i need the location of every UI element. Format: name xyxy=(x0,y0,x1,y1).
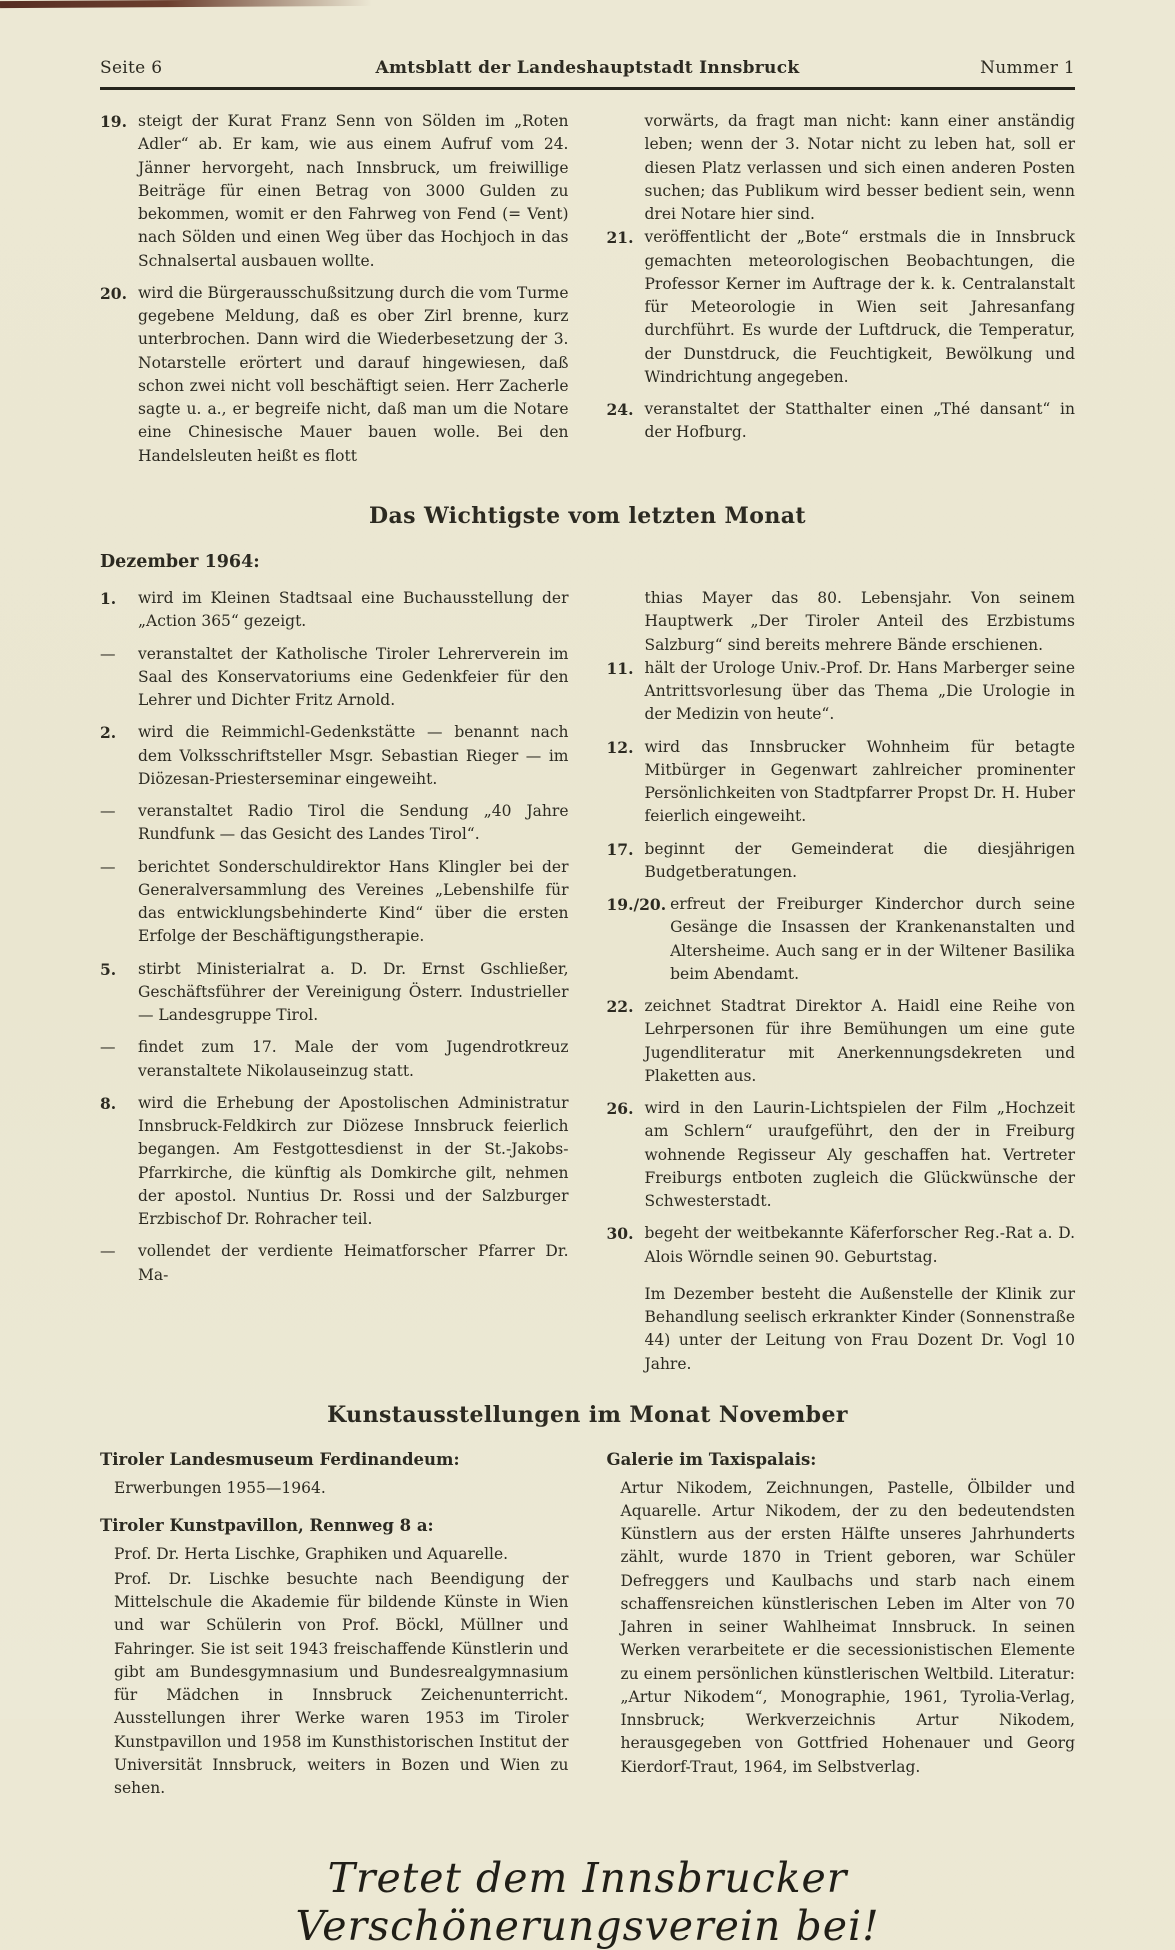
top-section xyxy=(100,110,1075,477)
item-marker: 26. xyxy=(606,1099,634,1118)
item-marker: — xyxy=(100,644,116,663)
month-subheading: Dezember 1964: xyxy=(100,551,260,572)
news-item xyxy=(607,226,1076,389)
news-item xyxy=(607,657,1076,727)
item-text: wird die Erhebung der Apostolischen Administratur Innsbruck-Feldkirch zur Diözese Innsbruck feierlich begangen. Am Festgottesdienst in der St.-Jakobs-Pfarrkirche, die künftig als Domkirche gilt, nehmen der apostol. Nuntius Dr. Rossi und der Salzburger Erzbischof Dr. Rohracher teil. xyxy=(138,1093,569,1228)
news-item xyxy=(100,721,569,791)
item-marker: 8. xyxy=(100,1093,117,1113)
exhibitions-left-column xyxy=(100,1448,569,1815)
column-continuation-text: thias Mayer das 80. Lebensjahr. Von seinem Hauptwerk „Der Tiroler Anteil des Erzbistums Salzburg“ sind bereits mehrere Bände erschienen. xyxy=(644,589,1075,654)
item-marker: 20. xyxy=(100,283,127,303)
item-text: findet zum 17. Male der vom Jugendrotkreuz veranstaltete Nikolauseinzug statt. xyxy=(138,1038,569,1080)
monthly-section-heading: Das Wichtigste vom letzten Monat xyxy=(368,502,806,529)
exhibition-block xyxy=(100,1514,569,1801)
item-text: veranstaltet Radio Tirol die Sendung „40 Jahre Rundfunk — das Gesicht des Landes Tirol“. xyxy=(138,802,569,844)
exhibition-text: Artur Nikodem, Zeichnungen, Pastelle, Ölbilder und Aquarelle. Artur Nikodem, der zu den bedeutendsten Künstlern aus der ersten Hälfte unseres Jahrhunderts zählt, wurde 1870 in Trient geboren, war Schüler Defreggers und Kaulbachs und starb nach einem schaffensreichen künstlerischen Leben im Alter von 70 Jahren in seiner Wahlheimat Innsbruck. In seinen Werken verarbeitete er die secessionistischen Elemente zu einem persönlichen künstlerischen Weltbild. Literatur: „Artur Nikodem“, Monographie, 1961, Tyrolia-Verlag, Innsbruck; Werkverzeichnis Artur Nikodem, herausgegeben von Gottfried Hohenauer und Georg Kierdorf-Traut, 1964, im Selbstverlag. xyxy=(620,1478,1075,1776)
monthly-right-column xyxy=(607,587,1076,1376)
item-text: berichtet Sonderschuldirektor Hans Klingler bei der Generalversammlung des Vereines „Lebenshilfe für das entwicklungsbehinderte Kind“ über die ersten Erfolge der Beschäftigungstherapie. xyxy=(138,857,569,946)
item-marker: 22. xyxy=(606,997,634,1016)
monthly-left-column xyxy=(100,587,569,1376)
exhibition-text: Prof. Dr. Lischke besuchte nach Beendigung der Mittelschule die Akademie für bildende Künste in Wien und war Schülerin von Prof. Böckl, Müllner und Fahringer. Sie ist seit 1943 freischaffende Künstlerin und gibt am Bundesgymnasium und Bundesrealgymnasium für Mädchen in Innsbruck Zeichenunterricht. Ausstellungen ihrer Werke waren 1953 im Tiroler Kunstpavillon und 1958 im Kunsthistorischen Institut der Universität Innsbruck, weiters in Bozen und Wien zu sehen. xyxy=(114,1569,569,1797)
item-marker: 19. xyxy=(100,112,127,131)
item-text: wird im Kleinen Stadtsaal eine Buchausstellung der „Action 365“ gezeigt. xyxy=(138,589,569,631)
item-text: veranstaltet der Katholische Tiroler Lehrerverein im Saal des Konservatoriums eine Gedenkfeier für den Lehrer und Dichter Fritz Arnold. xyxy=(138,644,569,709)
news-item xyxy=(100,1092,569,1232)
item-marker: — xyxy=(100,802,116,820)
news-item xyxy=(607,893,1076,986)
exhibition-block xyxy=(607,1448,1076,1779)
item-marker: 12. xyxy=(606,737,634,757)
news-item xyxy=(100,1036,569,1083)
issue-number: Nummer 1 xyxy=(980,58,1075,78)
venue-title: Tiroler Landesmuseum Ferdinandeum: xyxy=(100,1449,460,1469)
news-item xyxy=(607,1097,1076,1213)
monthly-closing-note: Im Dezember besteht die Außenstelle der Klinik zur Behandlung seelisch erkrankter Kinder (Sonnenstraße 44) unter der Leitung von Frau Dozent Dr. Vogl 10 Jahre. xyxy=(644,1284,1075,1373)
news-item xyxy=(607,736,1076,829)
news-item xyxy=(100,643,569,713)
exhibitions-section xyxy=(100,1448,1075,1815)
item-text: stirbt Ministerialrat a. D. Dr. Ernst Gschließer, Geschäftsführer der Vereinigung Österr. Industrieller — Landesgruppe Tirol. xyxy=(138,959,569,1024)
header-rule xyxy=(100,87,1075,90)
membership-banner: Tretet dem Innsbrucker Verschönerungsverein bei! xyxy=(295,1854,880,1950)
item-text: vollendet der verdiente Heimatforscher Pfarrer Dr. Ma- xyxy=(138,1242,569,1284)
item-text: begeht der weitbekannte Käferforscher Reg.-Rat a. D. Alois Wörndle seinen 90. Geburtstag. xyxy=(644,1224,1075,1266)
item-marker: 1. xyxy=(100,589,117,608)
venue-title: Galerie im Taxispalais: xyxy=(606,1449,817,1469)
news-item xyxy=(100,856,569,949)
news-item xyxy=(607,838,1076,885)
item-text: zeichnet Stadtrat Direktor A. Haidl eine Reihe von Lehrpersonen für ihre Bemühungen um eine gute Jugendliteratur mit Anerkennungsdekreten und Plaketten aus. xyxy=(644,997,1075,1085)
news-item xyxy=(100,958,569,1028)
item-marker: 17. xyxy=(606,839,634,859)
page-number: Seite 6 xyxy=(100,58,163,78)
exhibition-block xyxy=(100,1448,569,1500)
page-header xyxy=(100,58,1075,78)
item-text: veranstaltet der Statthalter einen „Thé dansant“ in der Hofburg. xyxy=(644,400,1075,442)
item-text: steigt der Kurat Franz Senn von Sölden im „Roten Adler“ ab. Er kam, wie aus einem Aufruf vom 24. Jänner hervorgeht, nach Innsbruck, um freiwillige Beiträge für einen Betrag von 3000 Gulden zu bekommen, womit er den Fahrweg von Fend (= Vent) nach Sölden und einen Weg über das Hochjoch in das Schnalsertal ausbauen wollte. xyxy=(138,112,569,270)
exhibitions-right-column xyxy=(607,1448,1076,1815)
top-right-column xyxy=(607,110,1076,477)
item-text: wird die Reimmichl-Gedenkstätte — benannt nach dem Volksschriftsteller Msgr. Sebastian Rieger — im Diözesan-Priesterseminar eingeweiht. xyxy=(138,723,569,788)
news-item xyxy=(100,800,569,847)
exhibitions-heading: Kunstausstellungen im Monat November xyxy=(327,1401,848,1428)
news-item xyxy=(607,398,1076,445)
item-marker: 19./20. xyxy=(606,895,667,914)
news-item xyxy=(607,995,1076,1088)
news-item xyxy=(100,282,569,468)
venue-title: Tiroler Kunstpavillon, Rennweg 8 a: xyxy=(100,1515,434,1535)
exhibition-text: Prof. Dr. Herta Lischke, Graphiken und Aquarelle. xyxy=(114,1544,509,1563)
top-left-column xyxy=(100,110,569,477)
newspaper-title: Amtsblatt der Landeshauptstadt Innsbruck xyxy=(375,58,800,78)
item-marker: — xyxy=(100,1038,116,1057)
news-item xyxy=(607,1222,1076,1269)
item-marker: 5. xyxy=(100,959,117,979)
item-text: erfreut der Freiburger Kinderchor durch seine Gesänge die Insassen der Krankenanstalten und Altersheime. Auch sang er in der Wiltener Basilika beim Abendamt. xyxy=(670,895,1075,983)
exhibition-text: Erwerbungen 1955—1964. xyxy=(114,1478,326,1497)
item-text: wird die Bürgerausschußsitzung durch die vom Turme gegebene Meldung, daß es ober Zirl brenne, kurz unterbrochen. Dann wird die Wiederbesetzung der 3. Notarstelle erörtert und darauf hingewiesen, daß schon zwei nicht voll beschäftigt seien. Herr Zacherle sagte u. a., er begreife nicht, daß man um die Notare eine Chinesische Mauer bauen wolle. Bei den Handelsleuten heißt es flott xyxy=(138,283,569,465)
item-text: wird das Innsbrucker Wohnheim für betagte Mitbürger in Gegenwart zahlreicher prominenter Persönlichkeiten von Stadtpfarrer Propst Dr. H. Huber feierlich eingeweiht. xyxy=(644,737,1075,826)
item-marker: 2. xyxy=(100,723,117,743)
monthly-section xyxy=(100,587,1075,1376)
item-text: hält der Urologe Univ.-Prof. Dr. Hans Marberger seine Antrittsvorlesung über das Thema „Die Urologie in der Medizin von heute“. xyxy=(644,658,1075,724)
item-marker: — xyxy=(100,857,116,876)
news-item xyxy=(100,1240,569,1287)
item-text: veröffentlicht der „Bote“ erstmals die in Innsbruck gemachten meteorologischen Beobachtungen, die Professor Kerner im Auftrage der k. k. Centralanstalt für Meteorologie in Wien seit Jahresanfang durchführt. Es wurde der Luftdruck, die Temperatur, der Dunstdruck, die Feuchtigkeit, Bewölkung und Windrichtung angegeben. xyxy=(644,228,1075,386)
news-item xyxy=(100,110,569,273)
column-continuation-text: vorwärts, da fragt man nicht: kann einer anständig leben; wenn der 3. Notar nicht zu leben hat, soll er diesen Platz verlassen und sich einen anderen Posten suchen; das Publikum wird besser bedient sein, wenn drei Notare hier sind. xyxy=(644,112,1075,223)
item-marker: 30. xyxy=(606,1224,634,1244)
news-item xyxy=(100,587,569,634)
item-text: beginnt der Gemeinderat die diesjährigen Budgetberatungen. xyxy=(644,839,1075,881)
item-marker: 11. xyxy=(606,658,634,678)
item-marker: — xyxy=(100,1242,116,1261)
item-marker: 21. xyxy=(606,228,634,248)
item-marker: 24. xyxy=(606,400,634,419)
item-text: wird in den Laurin-Lichtspielen der Film „Hochzeit am Schlern“ uraufgeführt, den der in Freiburg wohnende Regisseur Aly geschaffen hat. Vertreter Freiburgs entboten zugleich die Glückwünsche der Schwesterstadt. xyxy=(644,1099,1075,1210)
